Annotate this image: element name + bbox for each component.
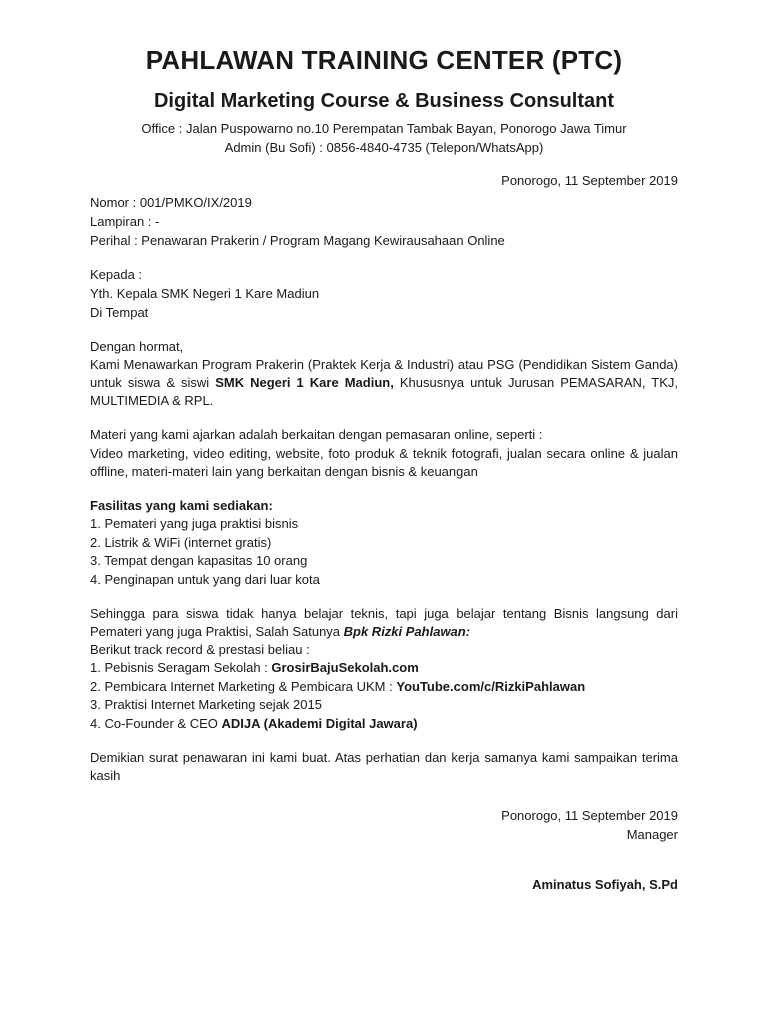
fasilitas-item: 4. Penginapan untuk yang dari luar kota (90, 571, 320, 587)
recipient-place: Di Tempat (90, 305, 149, 320)
fasilitas-heading (90, 497, 678, 515)
letter-attachment: Lampiran : - (90, 214, 160, 229)
track-item-text: 2. Pembicara Internet Marketing & Pembicara UKM : (90, 678, 397, 694)
admin-contact: Admin (Bu Sofi) : 0856-4840-4735 (Telepon/WhatsApp) (224, 140, 544, 155)
letter-page (90, 44, 678, 894)
speaker-name: Bpk Rizki Pahlawan: (343, 624, 471, 639)
letterhead-title: PAHLAWAN TRAINING CENTER (PTC) (145, 45, 623, 75)
track-intro: Berikut track record & prestasi beliau : (90, 642, 310, 657)
track-item (90, 696, 678, 715)
closing-paragraph: Demikian surat penawaran ini kami buat. Atas perhatian dan kerja samanya kami sampaikan terima kasih (90, 750, 678, 783)
track-item-text: 4. Co-Founder & CEO (90, 715, 222, 731)
intro-text-2: Khususnya untuk Jurusan PEMASARAN, TKJ, MULTIMEDIA & RPL. (90, 375, 678, 408)
fasilitas-heading-text: Fasilitas yang kami sediakan: (90, 498, 273, 513)
school-name: SMK Negeri 1 Kare Madiun, (215, 375, 394, 390)
recipient-label: Kepada : (90, 267, 143, 282)
letter-number: Nomor : 001/PMKO/IX/2019 (90, 195, 252, 210)
track-item (90, 678, 678, 697)
fasilitas-item: 2. Listrik & WiFi (internet gratis) (90, 534, 272, 550)
track-item-bold: GrosirBajuSekolah.com (271, 660, 419, 675)
materi-body: Video marketing, video editing, website, foto produk & teknik fotografi, jualan secara online & jualan offline, materi-materi lain yang berkaitan dengan bisnis & keuangan (90, 446, 678, 479)
greeting: Dengan hormat, (90, 339, 184, 354)
track-item (90, 659, 678, 678)
track-item-bold: YouTube.com/c/RizkiPahlawan (396, 678, 586, 694)
track-item-text: 1. Pebisnis Seragam Sekolah : (90, 660, 272, 675)
track-item (90, 715, 678, 734)
signer-name-text: Aminatus Sofiyah, S.Pd (532, 877, 678, 892)
sehingga-paragraph (90, 605, 678, 641)
signature-position: Manager (626, 827, 678, 842)
recipient-name: Yth. Kepala SMK Negeri 1 Kare Madiun (90, 286, 320, 301)
letter-subject: Perihal : Penawaran Prakerin / Program Magang Kewirausahaan Online (90, 233, 505, 248)
intro-paragraph (90, 356, 678, 410)
office-address: Office : Jalan Puspowarno no.10 Perempatan Tambak Bayan, Ponorogo Jawa Timur (141, 121, 627, 136)
intro-text-1: Kami Menawarkan Program Prakerin (Praktek Kerja & Industri) atau PSG (Pendidikan Sistem Ganda) untuk siswa & siswi (90, 357, 678, 390)
signature-date: Ponorogo, 11 September 2019 (501, 808, 678, 823)
materi-heading: Materi yang kami ajarkan adalah berkaitan dengan pemasaran online, seperti : (90, 427, 543, 442)
letterhead-subtitle: Digital Marketing Course & Business Consultant (153, 90, 615, 112)
track-item-text: 3. Praktisi Internet Marketing sejak 2015 (90, 697, 322, 712)
sehingga-text: Sehingga para siswa tidak hanya belajar teknis, tapi juga belajar tentang Bisnis langsung dari Pemateri yang juga Praktisi, Salah Satunya (90, 606, 678, 639)
signer-name (90, 876, 678, 894)
letter-date: Ponorogo, 11 September 2019 (501, 173, 678, 188)
fasilitas-item: 1. Pemateri yang juga praktisi bisnis (90, 516, 299, 531)
fasilitas-item: 3. Tempat dengan kapasitas 10 orang (90, 553, 308, 568)
track-item-bold: ADIJA (Akademi Digital Jawara) (221, 715, 418, 731)
